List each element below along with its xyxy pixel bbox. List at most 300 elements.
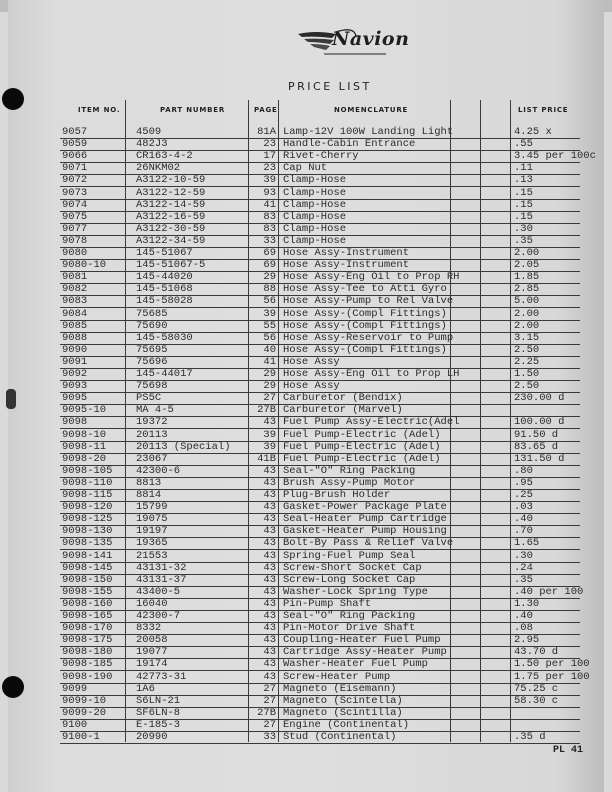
nomenclature: Rivet-Cherry: [283, 150, 359, 163]
table-row: [0, 695, 612, 707]
item-number: 9083: [62, 295, 88, 308]
table-row: [0, 501, 612, 513]
page-ref: 88: [263, 283, 276, 296]
page-ref: 23: [263, 138, 276, 151]
item-number: 9098-10: [62, 428, 107, 441]
part-number: E-185-3: [136, 718, 181, 731]
item-number: 9098-160: [62, 597, 113, 610]
table-row: [0, 416, 612, 428]
part-number: 20113: [136, 428, 168, 441]
table-row: [0, 271, 612, 283]
part-number: 8813: [136, 476, 162, 489]
item-number: 9095-10: [62, 404, 107, 417]
part-number: A3122-12-59: [136, 186, 206, 199]
page-ref: 43: [263, 658, 276, 671]
page-ref: 27B: [257, 404, 276, 417]
table-row: [0, 308, 612, 320]
item-number: 9098-190: [62, 670, 113, 683]
nomenclature: Clamp-Hose: [283, 234, 347, 247]
table-row: [0, 211, 612, 223]
part-number: 145-51067: [136, 247, 193, 259]
page-ref: 56: [263, 331, 276, 344]
nomenclature: Gasket-Heater Pump Housing: [283, 525, 447, 538]
table-row: [0, 174, 612, 186]
part-number: PS5C: [136, 392, 162, 405]
list-price: 2.50: [514, 380, 540, 393]
nomenclature: Seal-"O" Ring Packing: [283, 610, 416, 622]
page-ref: 83: [263, 210, 276, 223]
part-number: CR163-4-2: [136, 150, 193, 163]
page-ref: 23: [263, 162, 276, 175]
table-row: [0, 235, 612, 247]
part-number: 19365: [136, 537, 168, 550]
item-number: 9099: [62, 682, 88, 695]
part-number: 26NKM02: [136, 162, 181, 175]
nomenclature: Engine (Continental): [283, 718, 410, 731]
part-number: 19077: [136, 646, 168, 659]
item-number: 9066: [62, 150, 88, 163]
part-number: 19372: [136, 416, 168, 429]
nomenclature: Hose Assy-Eng Oil to Prop LH: [283, 368, 460, 380]
part-number: 42300-7: [136, 610, 181, 622]
item-number: 9098-141: [62, 549, 113, 562]
page-number: PL 41: [553, 745, 584, 756]
page-ref: 39: [263, 174, 276, 187]
nomenclature: Spring-Fuel Pump Seal: [283, 549, 416, 562]
table-row: [0, 283, 612, 295]
part-number: A3122-14-59: [136, 198, 206, 211]
list-price: 131.50 d: [514, 452, 565, 465]
page-ref: 43: [263, 549, 276, 562]
nomenclature: Fuel Pump-Electric (Adel): [283, 428, 441, 441]
list-price: .55: [514, 138, 533, 151]
punch-hole: [2, 88, 24, 110]
part-number: 145-51068: [136, 283, 193, 296]
page-title: PRICE LIST: [288, 80, 372, 93]
col-header-list-price: LIST PRICE: [518, 106, 569, 114]
item-number: 9100-1: [62, 731, 100, 743]
nomenclature: Seal-"O" Ring Packing: [283, 464, 416, 477]
nomenclature: Brush Assy-Pump Motor: [283, 476, 416, 489]
table-row: [0, 187, 612, 199]
list-price: 3.45 per 100c: [514, 150, 596, 163]
list-price: 2.25: [514, 355, 540, 368]
item-number: 9057: [62, 126, 88, 138]
table-row: [0, 562, 612, 574]
list-price: 1.50: [514, 368, 540, 380]
part-number: 20990: [136, 731, 168, 743]
part-number: 8332: [136, 622, 162, 635]
nomenclature: Hose Assy-(Compl Fittings): [283, 319, 447, 332]
page-ref: 43: [263, 585, 276, 598]
nomenclature: Hose Assy-Instrument: [283, 259, 410, 272]
list-price: .35: [514, 573, 533, 586]
item-number: 9075: [62, 210, 88, 223]
table-row: [0, 683, 612, 695]
item-number: 9082: [62, 283, 88, 296]
nomenclature: Fuel Pump-Electric (Adel): [283, 440, 441, 453]
page-ref: 43: [263, 573, 276, 586]
list-price: .70: [514, 525, 533, 538]
list-price: 230.00 d: [514, 392, 565, 405]
part-number: 145-58028: [136, 295, 193, 308]
table-row: [0, 320, 612, 332]
part-number: A3122-34-59: [136, 234, 206, 247]
nomenclature: Hose Assy: [283, 355, 340, 368]
page-ref: 43: [263, 610, 276, 622]
nomenclature: Clamp-Hose: [283, 174, 347, 187]
page-ref: 56: [263, 295, 276, 308]
nomenclature: Plug-Brush Holder: [283, 489, 391, 501]
table-row: [0, 404, 612, 416]
page-ref: 43: [263, 537, 276, 550]
part-number: 145-44017: [136, 368, 193, 380]
item-number: 9098-155: [62, 585, 113, 598]
nomenclature: Magneto (Eisemann): [283, 682, 397, 695]
page-ref: 17: [263, 150, 276, 163]
part-number: 75696: [136, 355, 168, 368]
table-row: [0, 441, 612, 453]
list-price: 91.50 d: [514, 428, 559, 441]
page-ref: 43: [263, 597, 276, 610]
list-price: .15: [514, 186, 533, 199]
page-ref: 43: [263, 525, 276, 538]
list-price: .15: [514, 210, 533, 223]
item-number: 9078: [62, 234, 88, 247]
page-ref: 43: [263, 622, 276, 635]
table-row: [0, 259, 612, 271]
part-number: 19197: [136, 525, 168, 538]
item-number: 9098-180: [62, 646, 113, 659]
list-price: .40 per 100: [514, 585, 584, 598]
table-row: [0, 586, 612, 598]
list-price: 2.00: [514, 247, 540, 259]
list-price: 3.15: [514, 331, 540, 344]
item-number: 9095: [62, 392, 88, 405]
list-price: .40: [514, 513, 533, 526]
table-row: [0, 610, 612, 622]
part-number: SF6LN-8: [136, 706, 181, 719]
nomenclature: Cap Nut: [283, 162, 328, 175]
item-number: 9059: [62, 138, 88, 151]
item-number: 9077: [62, 222, 88, 235]
part-number: 19075: [136, 513, 168, 526]
part-number: 20058: [136, 634, 168, 647]
part-number: 43131-32: [136, 561, 187, 574]
part-number: 42300-6: [136, 464, 181, 477]
nomenclature: Fuel Pump Assy-Electric(Adel: [283, 416, 460, 429]
list-price: 1.30: [514, 597, 540, 610]
page-ref: 43: [263, 464, 276, 477]
page-ref: 39: [263, 440, 276, 453]
item-number: 9073: [62, 186, 88, 199]
item-number: 9081: [62, 271, 88, 284]
item-number: 9085: [62, 319, 88, 332]
list-price: .25: [514, 489, 533, 501]
nomenclature: Bolt-By Pass & Relief Valve: [283, 537, 454, 550]
list-price: 75.25 c: [514, 682, 559, 695]
list-price: 1.85: [514, 271, 540, 284]
item-number: 9098: [62, 416, 88, 429]
row-rule: [60, 743, 580, 744]
item-number: 9098-135: [62, 537, 113, 550]
page-ref: 33: [263, 234, 276, 247]
list-price: 1.50 per 100: [514, 658, 590, 671]
item-number: 9084: [62, 307, 88, 320]
list-price: 1.65: [514, 537, 540, 550]
item-number: 9098-145: [62, 561, 113, 574]
table-row: [0, 368, 612, 380]
page-ref: 27: [263, 694, 276, 707]
table-row: [0, 380, 612, 392]
page-ref: 43: [263, 416, 276, 429]
item-number: 9098-110: [62, 476, 113, 489]
table-row: [0, 199, 612, 211]
list-price: .35 d: [514, 731, 546, 743]
list-price: 2.85: [514, 283, 540, 296]
table-row: [0, 223, 612, 235]
item-number: 9080: [62, 247, 88, 259]
table-row: [0, 550, 612, 562]
col-header-nomenclature: NOMENCLATURE: [334, 106, 409, 114]
item-number: 9091: [62, 355, 88, 368]
nomenclature: Hose Assy: [283, 380, 340, 393]
nomenclature: Clamp-Hose: [283, 186, 347, 199]
nomenclature: Clamp-Hose: [283, 222, 347, 235]
part-number: 145-51067-5: [136, 259, 206, 272]
item-number: 9098-105: [62, 464, 113, 477]
item-number: 9098-150: [62, 573, 113, 586]
col-header-part-number: PART NUMBER: [160, 106, 226, 114]
part-number: S6LN-21: [136, 694, 181, 707]
list-price: .30: [514, 222, 533, 235]
page-ref: 27: [263, 392, 276, 405]
table-row: [0, 477, 612, 489]
item-number: 9098-165: [62, 610, 113, 622]
table-row: [0, 671, 612, 683]
list-price: .13: [514, 174, 533, 187]
item-number: 9099-10: [62, 694, 107, 707]
list-price: 2.00: [514, 307, 540, 320]
item-number: 9098-185: [62, 658, 113, 671]
list-price: .95: [514, 476, 533, 489]
part-number: 42773-31: [136, 670, 187, 683]
part-number: 21553: [136, 549, 168, 562]
page-ref: 41: [263, 198, 276, 211]
page-ref: 69: [263, 259, 276, 272]
table-row: [0, 429, 612, 441]
item-number: 9098-115: [62, 489, 113, 501]
table-row: [0, 513, 612, 525]
list-price: .08: [514, 622, 533, 635]
part-number: 15799: [136, 501, 168, 514]
table-row: [0, 719, 612, 731]
list-price: .30: [514, 549, 533, 562]
list-price: 2.95: [514, 634, 540, 647]
item-number: 9098-11: [62, 440, 107, 453]
list-price: 2.05: [514, 259, 540, 272]
item-number: 9098-175: [62, 634, 113, 647]
table-row: [0, 634, 612, 646]
page-ref: 83: [263, 222, 276, 235]
nomenclature: Carburetor (Bendix): [283, 392, 403, 405]
table-row: [0, 525, 612, 537]
table-row: [0, 658, 612, 670]
page-ref: 40: [263, 343, 276, 356]
nomenclature: Clamp-Hose: [283, 198, 347, 211]
page-ref: 29: [263, 368, 276, 380]
nomenclature: Screw-Heater Pump: [283, 670, 391, 683]
table-row: [0, 646, 612, 658]
list-price: .80: [514, 464, 533, 477]
item-number: 9092: [62, 368, 88, 380]
nomenclature: Screw-Long Socket Cap: [283, 573, 416, 586]
nomenclature: Stud (Continental): [283, 731, 397, 743]
list-price: 100.00 d: [514, 416, 565, 429]
page-ref: 43: [263, 476, 276, 489]
page-ref: 55: [263, 319, 276, 332]
list-price: 1.75 per 100: [514, 670, 590, 683]
item-number: 9098-130: [62, 525, 113, 538]
item-number: 9099-20: [62, 706, 107, 719]
nomenclature: Magneto (Scintilla): [283, 706, 403, 719]
page-ref: 43: [263, 634, 276, 647]
nomenclature: Hose Assy-(Compl Fittings): [283, 343, 447, 356]
item-number: 9090: [62, 343, 88, 356]
part-number: 145-44020: [136, 271, 193, 284]
table-row: [0, 332, 612, 344]
part-number: 43400-5: [136, 585, 181, 598]
list-price: .03: [514, 501, 533, 514]
table-row: [0, 465, 612, 477]
item-number: 9088: [62, 331, 88, 344]
item-number: 9080-10: [62, 259, 107, 272]
table-row: [0, 707, 612, 719]
page-ref: 43: [263, 501, 276, 514]
item-number: 9074: [62, 198, 88, 211]
nomenclature: Lamp-12V 100W Landing Light: [283, 126, 454, 138]
list-price: 83.65 d: [514, 440, 559, 453]
nomenclature: Magneto (Scintella): [283, 694, 403, 707]
table-row: [0, 731, 612, 743]
nomenclature: Hose Assy-(Compl Fittings): [283, 307, 447, 320]
nomenclature: Washer-Heater Fuel Pump: [283, 658, 428, 671]
nomenclature: Gasket-Power Package Plate: [283, 501, 447, 514]
nomenclature: Screw-Short Socket Cap: [283, 561, 422, 574]
item-number: 9071: [62, 162, 88, 175]
page-ref: 33: [263, 731, 276, 743]
col-header-page: PAGE: [254, 106, 278, 114]
list-price: 4.25 x: [514, 126, 552, 138]
nomenclature: Hose Assy-Reservoir to Pump: [283, 331, 454, 344]
part-number: 19174: [136, 658, 168, 671]
table-row: [0, 574, 612, 586]
item-number: 9072: [62, 174, 88, 187]
table-row: [0, 537, 612, 549]
page-ref: 69: [263, 247, 276, 259]
table-row: [0, 150, 612, 162]
nomenclature: Pin-Pump Shaft: [283, 597, 372, 610]
page-ref: 43: [263, 646, 276, 659]
item-number: 9098-170: [62, 622, 113, 635]
part-number: 4509: [136, 126, 162, 138]
page-ref: 27B: [257, 706, 276, 719]
table-row: [0, 622, 612, 634]
part-number: 8814: [136, 489, 162, 501]
table-row: [0, 392, 612, 404]
part-number: 75690: [136, 319, 168, 332]
part-number: 145-58030: [136, 331, 193, 344]
table-row: [0, 247, 612, 259]
part-number: 23067: [136, 452, 168, 465]
part-number: A3122-16-59: [136, 210, 206, 223]
list-price: 5.00: [514, 295, 540, 308]
item-number: 9098-120: [62, 501, 113, 514]
page-ref: 43: [263, 561, 276, 574]
nomenclature: Seal-Heater Pump Cartridge: [283, 513, 447, 526]
col-header-item-no: ITEM NO.: [78, 106, 121, 114]
part-number: 75695: [136, 343, 168, 356]
nomenclature: Hose Assy-Instrument: [283, 247, 410, 259]
nomenclature: Coupling-Heater Fuel Pump: [283, 634, 441, 647]
table-row: [0, 344, 612, 356]
list-price: 43.70 d: [514, 646, 559, 659]
part-number: A3122-30-59: [136, 222, 206, 235]
nomenclature: Clamp-Hose: [283, 210, 347, 223]
item-number: 9098-125: [62, 513, 113, 526]
table-row: [0, 138, 612, 150]
item-number: 9093: [62, 380, 88, 393]
nomenclature: Handle-Cabin Entrance: [283, 138, 416, 151]
nomenclature: Hose Assy-Tee to Atti Gyro: [283, 283, 447, 296]
list-price: .35: [514, 234, 533, 247]
item-number: 9098-20: [62, 452, 107, 465]
page-ref: 43: [263, 489, 276, 501]
list-price: .24: [514, 561, 533, 574]
table-row: [0, 162, 612, 174]
part-number: MA 4-5: [136, 404, 174, 417]
table-row: [0, 453, 612, 465]
item-number: 9100: [62, 718, 88, 731]
page-ref: 29: [263, 380, 276, 393]
page-ref: 27: [263, 718, 276, 731]
page-ref: 29: [263, 271, 276, 284]
table-row: [0, 489, 612, 501]
page-ref: 93: [263, 186, 276, 199]
part-number: 43131-37: [136, 573, 187, 586]
list-price: .40: [514, 610, 533, 622]
page-ref: 39: [263, 428, 276, 441]
list-price: .15: [514, 198, 533, 211]
page-ref: 27: [263, 682, 276, 695]
part-number: A3122-10-59: [136, 174, 206, 187]
part-number: 16040: [136, 597, 168, 610]
page-ref: 41: [263, 355, 276, 368]
page-ref: 39: [263, 307, 276, 320]
page-ref: 43: [263, 670, 276, 683]
nomenclature: Washer-Lock Spring Type: [283, 585, 428, 598]
brand-logo: Navion: [332, 28, 410, 50]
list-price: 2.00: [514, 319, 540, 332]
page-ref: 43: [263, 513, 276, 526]
part-number: 1A6: [136, 682, 155, 695]
part-number: 482J3: [136, 138, 168, 151]
part-number: 75685: [136, 307, 168, 320]
nomenclature: Carburetor (Marvel): [283, 404, 403, 417]
list-price: 2.50: [514, 343, 540, 356]
part-number: 20113 (Special): [136, 440, 231, 453]
table-row: [0, 356, 612, 368]
